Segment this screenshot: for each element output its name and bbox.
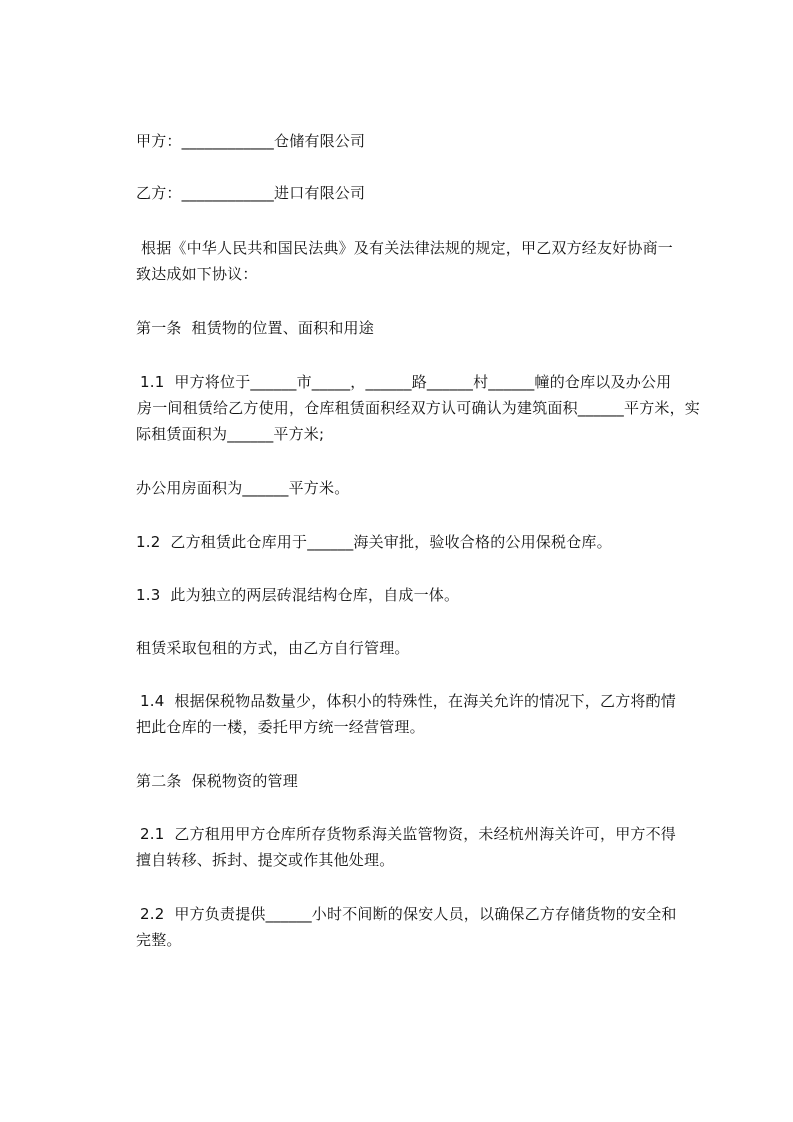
clause-2-2-line-2: 完整。	[136, 931, 182, 949]
article-2-title: 第二条 保税物资的管理	[136, 772, 298, 790]
lease-mode-line: 租赁采取包租的方式，由乙方自行管理。	[136, 639, 410, 657]
article-1-title: 第一条 租赁物的位置、面积和用途	[136, 319, 374, 337]
party-a-line: 甲方：____________仓储有限公司	[136, 132, 366, 150]
clause-1-1-line-3: 际租赁面积为______平方米;	[136, 425, 325, 443]
clause-1-3: 1.3 此为独立的两层砖混结构仓库，自成一体。	[136, 586, 460, 604]
clause-1-4-line-2: 把此仓库的一楼，委托甲方统一经营管理。	[136, 718, 425, 736]
clause-1-2: 1.2 乙方租赁此仓库用于______海关审批，验收合格的公用保税仓库。	[136, 533, 612, 551]
office-area-line: 办公用房面积为______平方米。	[136, 479, 350, 497]
clause-1-1-line-1: 1.1 甲方将位于______市_____，______路______村______幢的仓库以及办公用	[140, 373, 672, 391]
party-b-line: 乙方：____________进口有限公司	[136, 184, 366, 202]
preamble-line-2: 致达成如下协议：	[136, 265, 258, 283]
clause-2-1-line-2: 擅自转移、拆封、提交或作其他处理。	[136, 851, 395, 869]
clause-2-2-line-1: 2.2 甲方负责提供______小时不间断的保安人员，以确保乙方存储货物的安全和	[140, 905, 677, 923]
clause-1-4-line-1: 1.4 根据保税物品数量少，体积小的特殊性，在海关允许的情况下，乙方将酌情	[140, 692, 676, 710]
preamble-line-1: 根据《中华人民共和国民法典》及有关法律法规的规定，甲乙双方经友好协商一	[141, 239, 674, 257]
clause-2-1-line-1: 2.1 乙方租用甲方仓库所存货物系海关监管物资，未经杭州海关许可，甲方不得	[140, 825, 676, 843]
clause-1-1-line-2: 房一间租赁给乙方使用，仓库租赁面积经双方认可确认为建筑面积______平方米，实	[137, 399, 701, 417]
